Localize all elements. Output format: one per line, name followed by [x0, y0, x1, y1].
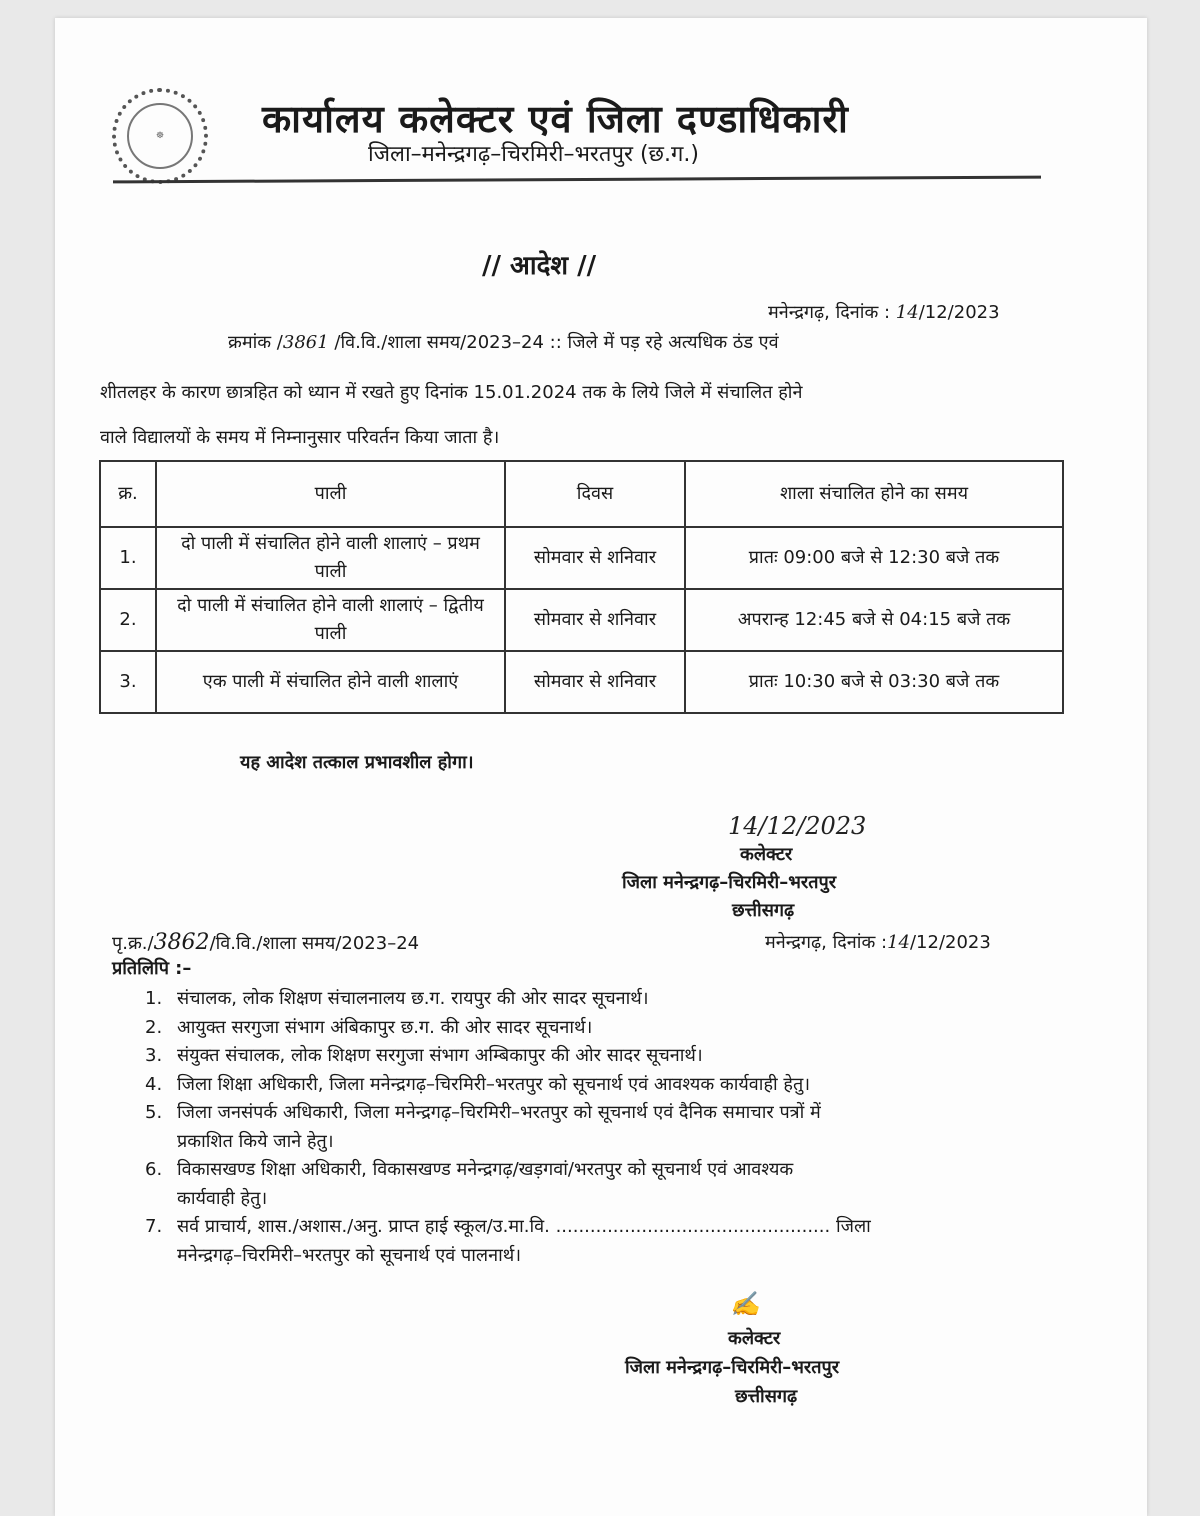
place-date-label: मनेन्द्रगढ़, दिनांक :	[768, 302, 896, 323]
copy-ref-rest: /वि.वि./शाला समय/2023–24	[209, 933, 420, 954]
signature-1-designation: कलेक्टर	[740, 844, 793, 865]
cell-serial: 3.	[100, 651, 156, 713]
copy-date	[765, 930, 991, 954]
item-text: संयुक्त संचालक, लोक शिक्षण सरगुजा संभाग अम्बिकापुर की ओर सादर सूचनार्थ।	[177, 1045, 703, 1066]
item-text: आयुक्त सरगुजा संभाग अंबिकापुर छ.ग. की ओर सादर सूचनार्थ।	[177, 1016, 593, 1038]
signature-2-handwritten-mark: ✍	[730, 1290, 760, 1318]
cell-time: अपरान्ह 12:45 बजे से 04:15 बजे तक	[685, 589, 1063, 651]
list-item	[145, 1213, 871, 1270]
body-line-3: वाले विद्यालयों के समय में निम्नानुसार परिवर्तन किया जाता है।	[100, 427, 500, 448]
cell-serial: 2.	[100, 589, 156, 651]
item-text: विकासखण्ड शिक्षा अधिकारी, विकासखण्ड मनेन्द्रगढ़/खड़गवां/भरतपुर को सूचनार्थ एवं आवश्यक	[177, 1159, 794, 1180]
school-timing-table	[99, 460, 1064, 714]
table-header-row	[100, 461, 1063, 527]
order-reference-line	[228, 330, 779, 354]
signature-2-district: जिला मनेन्द्रगढ़–चिरमिरी–भरतपुर	[625, 1357, 840, 1378]
ref-number-handwritten: 3861	[282, 332, 329, 353]
item-number: 7.	[145, 1216, 163, 1237]
list-item	[145, 1099, 871, 1156]
item-number: 6.	[145, 1159, 163, 1180]
date-day-handwritten: 14	[895, 302, 919, 323]
list-item	[145, 1071, 871, 1100]
header-time: शाला संचालित होने का समय	[685, 461, 1063, 527]
copy-heading: प्रतिलिपि :–	[112, 958, 192, 979]
item-text-continued: कार्यवाही हेतु।	[177, 1187, 268, 1209]
table-row	[100, 651, 1063, 713]
document-page	[55, 18, 1147, 1516]
body-line-2: शीतलहर के कारण छात्रहित को ध्यान में रखते हुए दिनांक 15.01.2024 तक के लिये जिले में संचालित होने	[100, 382, 803, 403]
copy-date-day-handwritten: 14	[887, 932, 910, 953]
signature-2-state: छत्तीसगढ़	[735, 1386, 798, 1407]
effective-statement: यह आदेश तत्काल प्रभावशील होगा।	[240, 752, 474, 773]
date-month-year: /12/2023	[918, 302, 1000, 323]
copy-recipient-list	[145, 985, 871, 1270]
item-text: जिला शिक्षा अधिकारी, जिला मनेन्द्रगढ़–चिरमिरी–भरतपुर को सूचनार्थ एवं आवश्यक कार्यवाही हेतु।	[177, 1073, 811, 1095]
copy-date-month-year: /12/2023	[909, 932, 991, 953]
signature-1-state: छत्तीसगढ़	[732, 900, 795, 921]
header-shift: पाली	[156, 461, 505, 527]
item-text-continued: मनेन्द्रगढ़–चिरमिरी–भरतपुर को सूचनार्थ एवं पालनार्थ।	[177, 1244, 522, 1266]
list-item	[145, 1042, 871, 1071]
cell-time: प्रातः 09:00 बजे से 12:30 बजे तक	[685, 527, 1063, 589]
table-row	[100, 589, 1063, 651]
cell-days: सोमवार से शनिवार	[505, 651, 685, 713]
item-text: सर्व प्राचार्य, शास./अशास./अनु. प्राप्त हाई स्कूल/उ.मा.वि. ................................................ जिला	[177, 1216, 871, 1237]
cell-days: सोमवार से शनिवार	[505, 589, 685, 651]
table-row	[100, 527, 1063, 589]
copy-date-label: मनेन्द्रगढ़, दिनांक :	[765, 932, 888, 953]
cell-serial: 1.	[100, 527, 156, 589]
item-text: संचालक, लोक शिक्षण संचालनालय छ.ग. रायपुर की ओर सादर सूचनार्थ।	[177, 988, 649, 1009]
office-subtitle: जिला–मनेन्द्रगढ़–चिरमिरी–भरतपुर (छ.ग.)	[368, 142, 699, 167]
seal-emblem: ☸	[127, 103, 193, 169]
list-item	[145, 1014, 871, 1043]
item-number: 4.	[145, 1073, 163, 1095]
cell-time: प्रातः 10:30 बजे से 03:30 बजे तक	[685, 651, 1063, 713]
cell-shift: एक पाली में संचालित होने वाली शालाएं	[156, 651, 505, 713]
place-date	[768, 300, 1000, 324]
copy-reference	[112, 930, 419, 955]
copy-ref-prefix: पृ.क्र./	[112, 933, 154, 954]
header-days: दिवस	[505, 461, 685, 527]
ref-rest: /वि.वि./शाला समय/2023–24 :: जिले में पड़ रहे अत्यधिक ठंड एवं	[328, 332, 779, 353]
cell-shift: दो पाली में संचालित होने वाली शालाएं – प्रथम पाली	[156, 527, 505, 589]
list-item	[145, 1156, 871, 1213]
office-title: कार्यालय कलेक्टर एवं जिला दण्डाधिकारी	[262, 97, 849, 141]
header-serial: क्र.	[100, 461, 156, 527]
copy-ref-number-handwritten: 3862	[153, 930, 210, 955]
list-item	[145, 985, 871, 1014]
item-number: 3.	[145, 1045, 163, 1066]
item-number: 2.	[145, 1016, 163, 1038]
item-text: जिला जनसंपर्क अधिकारी, जिला मनेन्द्रगढ़–चिरमिरी–भरतपुर को सूचनार्थ एवं दैनिक समाचार पत्रों में	[177, 1102, 821, 1123]
government-seal-icon	[112, 88, 208, 184]
order-heading: // आदेश //	[482, 251, 597, 281]
cell-days: सोमवार से शनिवार	[505, 527, 685, 589]
item-number: 5.	[145, 1102, 163, 1123]
cell-shift: दो पाली में संचालित होने वाली शालाएं – द्वितीय पाली	[156, 589, 505, 651]
ref-prefix: क्रमांक /	[228, 332, 283, 353]
signature-1-handwritten: 14/12/2023	[728, 812, 867, 840]
item-text-continued: प्रकाशित किये जाने हेतु।	[177, 1130, 334, 1152]
signature-2-designation: कलेक्टर	[728, 1328, 781, 1349]
item-number: 1.	[145, 988, 163, 1009]
signature-1-district: जिला मनेन्द्रगढ़–चिरमिरी–भरतपुर	[622, 872, 837, 893]
